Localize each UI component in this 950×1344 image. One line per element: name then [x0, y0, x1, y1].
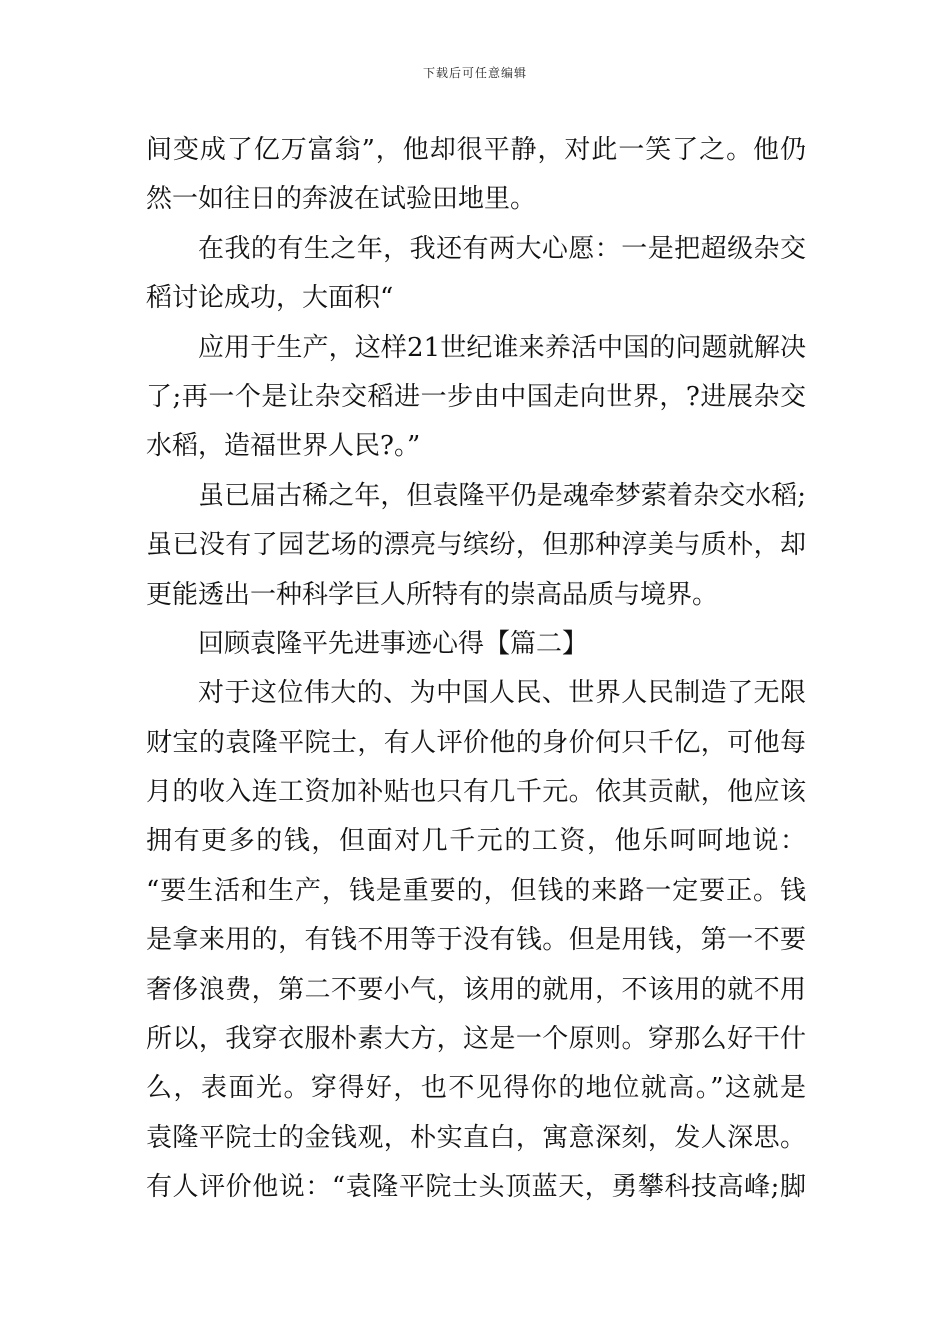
paragraph-4: [146, 472, 806, 620]
text-line: 稻讨论成功，大面积“: [146, 283, 394, 314]
text-line: 水稻，造福世界人民?。”: [146, 431, 421, 462]
paragraph-5: [146, 669, 806, 1212]
paragraph-1: [146, 126, 806, 225]
text-line: 然一如往日的奔波在试验田地里。: [146, 184, 537, 215]
text-line: 袁隆平院士的金钱观，朴实直白，寓意深刻，发人深思。: [146, 1122, 806, 1153]
text-line: 月的收入连工资加补贴也只有几千元。依其贡献，他应该: [146, 777, 806, 808]
text-line: 么，表面光。穿得好，也不见得你的地位就高。”这就是: [146, 1073, 806, 1104]
document-body: [146, 126, 806, 1213]
text-line: 奢侈浪费，第二不要小气，该用的就用，不该用的就不用: [146, 974, 806, 1005]
text-line: 了;再一个是让杂交稻进一步由中国走向世界，?进展杂交: [146, 381, 806, 412]
section-heading: [146, 620, 806, 669]
heading-line: 回顾袁隆平先进事迹心得【篇二】: [198, 628, 589, 659]
text-line: 应用于生产，这样21世纪谁来养活中国的问题就解决: [198, 332, 806, 363]
page-header: 下载后可任意编辑: [422, 66, 527, 80]
text-line: 财宝的袁隆平院士，有人评价他的身价何只千亿，可他每: [146, 727, 806, 758]
text-line: 更能透出一种科学巨人所特有的崇高品质与境界。: [146, 579, 719, 610]
text-line: “要生活和生产，钱是重要的，但钱的来路一定要正。钱: [146, 875, 806, 906]
text-line: 间变成了亿万富翁”，他却很平静，对此一笑了之。他仍: [146, 135, 806, 165]
paragraph-3: [146, 324, 806, 472]
text-line: 在我的有生之年，我还有两大心愿：一是把超级杂交: [198, 233, 806, 264]
text-line: 拥有更多的钱，但面对几千元的工资，他乐呵呵地说：: [146, 826, 806, 857]
text-line: 所以，我穿衣服朴素大方，这是一个原则。穿那么好干什: [146, 1024, 806, 1055]
text-line: 是拿来用的，有钱不用等于没有钱。但是用钱，第一不要: [146, 925, 806, 956]
text-line: 对于这位伟大的、为中国人民、世界人民制造了无限: [198, 678, 806, 709]
text-line: 有人评价他说：“袁隆平院士头顶蓝天，勇攀科技高峰;脚: [146, 1172, 806, 1203]
text-line: 虽已没有了园艺场的漂亮与缤纷，但那种淳美与质朴，却: [146, 530, 806, 561]
paragraph-2: [146, 225, 806, 324]
text-line: 虽已届古稀之年，但袁隆平仍是魂牵梦萦着杂交水稻;: [198, 480, 806, 511]
